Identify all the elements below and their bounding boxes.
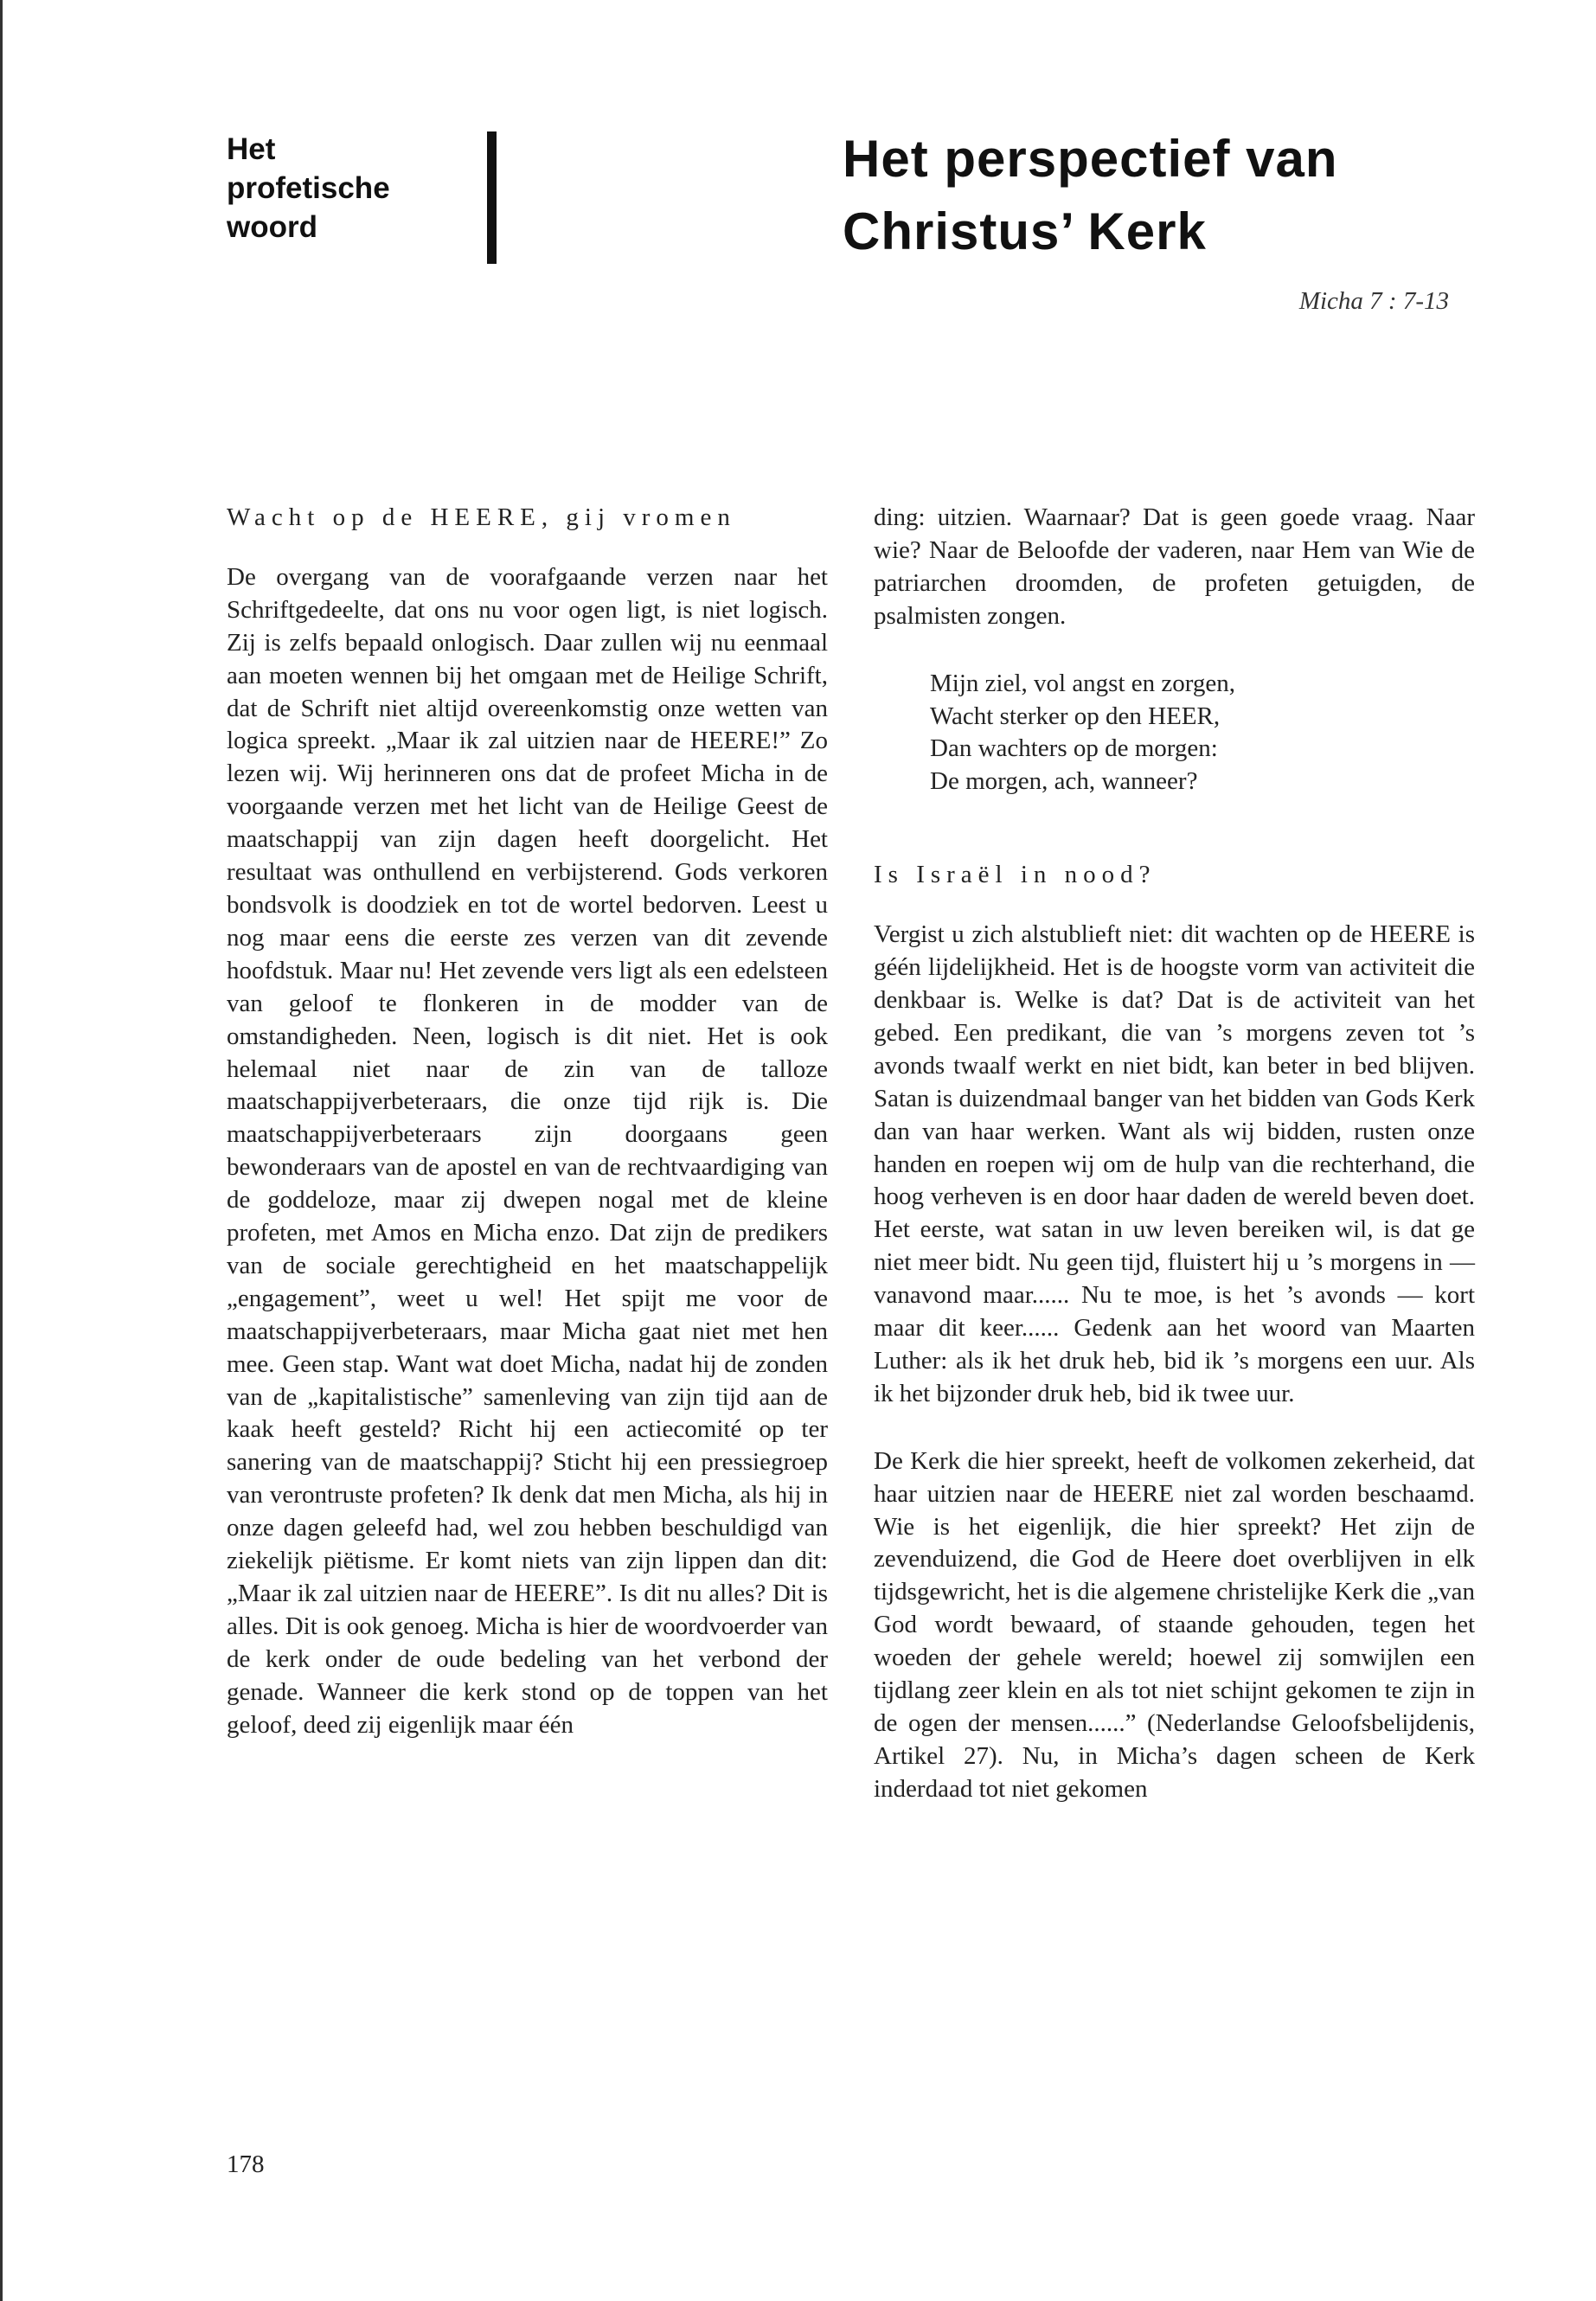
section-heading-israel: Is Israël in nood? bbox=[874, 861, 1157, 889]
section-heading-wacht: Wacht op de HEERE, gij vromen bbox=[227, 503, 736, 531]
page-number: 178 bbox=[227, 2150, 265, 2178]
poem-stanza bbox=[930, 668, 1475, 799]
scripture-reference: Micha 7 : 7-13 bbox=[1298, 287, 1449, 315]
poem-line: Mijn ziel, vol angst en zorgen, bbox=[930, 669, 1236, 697]
body-paragraph: De Kerk die hier spreekt, heeft de volkomen zekerheid, dat haar uitzien naar de HEERE niet zal worden beschaamd. Wie is het eigenlijk, die hier spreekt? Het zijn de zevenduizend, die God de Heere doet overblijven in elk tijdsgewricht, het is die algemene christelijke Kerk die „van God wordt bewaard, of staande gehouden, tegen het woeden der gehele wereld; hoewel zij somwijlen een tijdlang zeer klein en als tot niet schijnt gekomen te zijn in de ogen der mensen......” (Nederlandse Geloofsbelijdenis, Artikel 27). Nu, in Micha’s dagen scheen de Kerk inderdaad tot niet gekomen bbox=[874, 1446, 1475, 1803]
body-paragraph: De overgang van de voorafgaande verzen naar het Schriftgedeelte, dat ons nu voor ogen ligt, is niet logisch. Zij is zelfs bepaald onlogisch. Daar zullen wij nu eenmaal aan moeten wennen bij het omgaan met de Heilige Schrift, dat de Schrift niet altijd overeenkomstig onze wetten van logica spreekt. „Maar ik zal uitzien naar de HEERE!” Zo lezen wij. Wij herinneren ons dat de profeet Micha in de voorgaande verzen met het licht van de Heilige Geest de maatschappij van zijn dagen heeft doorgelicht. Het resultaat was onthullend en verbijsterend. Gods verkoren bondsvolk is doodziek en tot de wortel bedorven. Leest u nog maar eens die eerste zes verzen van dit zevende hoofdstuk. Maar nu! Het zevende vers ligt als een edelsteen van geloof te flonkeren in de modder van de omstandigheden. Neen, logisch is dit niet. Het is ook helemaal niet naar de zin van de talloze maatschappijverbeteraars, die onze tijd rijk is. Die maatschappijverbeteraars zijn doorgaans geen bewonderaars van de apostel en van de rechtvaardiging van de goddeloze, maar zij dwepen nogal met de kleine profeten, met Amos en Micha enzo. Dat zijn de predikers van de sociale gerechtigheid en het maatschappelijk „engagement”, weet u wel! Het spijt me voor de maatschappijverbeteraars, maar Micha gaat niet met hen mee. Geen stap. Want wat doet Micha, nadat hij de zonden van de „kapitalistische” samenleving van zijn tijd aan de kaak heeft gesteld? Richt hij een actiecomité op ter sanering van de maatschappij? Sticht hij een pressiegroep van verontruste profeten? Ik denk dat men Micha, als hij in onze dagen geleefd had, wel zou hebben beschuldigd van ziekelijk piëtisme. Er komt niets van zijn lippen dan dit: „Maar ik zal uitzien naar de HEERE”. Is dit nu alles? Dit is alles. Dit is ook genoeg. Micha is hier de woordvoerder van de kerk onder de oude bedeling van het verbond der genade. Wanneer die kerk stond op de toppen van het geloof, deed zij eigenlijk maar één bbox=[227, 562, 828, 1739]
right-column bbox=[874, 502, 1475, 1806]
scan-edge-line bbox=[0, 0, 3, 2301]
poem-line: Wacht sterker op den HEER, bbox=[930, 702, 1221, 730]
page-title: Het perspectief van Christus’ Kerk bbox=[843, 130, 1338, 260]
poem-line: De morgen, ach, wanneer? bbox=[930, 767, 1198, 796]
body-paragraph: ding: uitzien. Waarnaar? Dat is geen goede vraag. Naar wie? Naar de Beloofde der vaderen, naar Hem van Wie de patriarchen droomden, de profeten getuigden, de psalmisten zongen. bbox=[874, 503, 1475, 630]
body-paragraph: Vergist u zich alstublieft niet: dit wachten op de HEERE is géén lijdelijkheid. Het is de hoogste vorm van activiteit die denkbaar is. Welke is dat? Dat is de activiteit van het gebed. Een predikant, die van ’s morgens zeven tot ’s avonds twaalf werkt en niet bidt, kan beter in bed blijven. Satan is duizendmaal banger van het bidden van Gods Kerk dan van haar werken. Want als wij bidden, rusten onze handen en roepen wij om de hulp van die rechterhand, die hoog verheven is en door haar daden de wereld beven doet. Het eerste, wat satan in uw leven bereiken wil, is dat ge niet meer bidt. Nu geen tijd, fluistert hij u ’s morgens in — vanavond maar...... Nu te moe, is het ’s avonds — kort maar dit keer...... Gedenk aan het woord van Maarten Luther: als ik het druk heb, bid ik ’s morgens een uur. Als ik het bijzonder druk heb, bid ik twee uur. bbox=[874, 920, 1475, 1407]
left-column bbox=[227, 502, 828, 1742]
header-divider-bar bbox=[487, 131, 497, 264]
section-label: Het profetische woord bbox=[227, 132, 390, 244]
poem-line: Dan wachters op de morgen: bbox=[930, 734, 1218, 763]
